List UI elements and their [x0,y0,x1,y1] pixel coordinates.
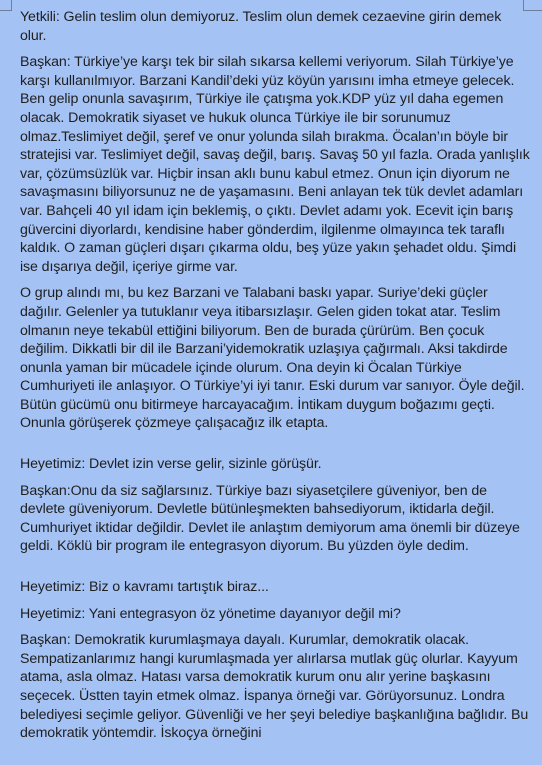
blank-line [20,441,530,455]
paragraph-baskan-1: Başkan: Türkiye’ye karşı tek bir silah sıkarsa kellemi veriyorum. Silah Türkiye’ye karşı kullanılmıyor. Barzani Kandil’deki yüz köyün yarısını imha etmeye gelecek. Ben gelip onunla savaşırım, Türkiye ile çatışma yok.KDP yüz yıl daha egemen olacak. Demokratik siyaset ve hukuk olunca Türkiye ile bir sorunumuz olmaz.Teslimiyet değil, şeref ve onur yolunda silah bırakma. Öcalan’ın böyle bir stratejisi var. Teslimiyet değil, savaş değil, barış. Savaş 50 yıl fazla. Orada yanlışlık var, çözümsüzlük var. Hiçbir insan aklı bunu kabul etmez. Onun için diyorum ne savaşmasını biliyorsunuz ne de yaşamasını. Beni anlayan tek tük devlet adamları var. Bahçeli 40 yıl idam için beklemiş, o çıktı. Devlet adamı yok. Ecevit için barış güvercini diyorlardı, kendisine haber gönderdim, ilgilenme olmayınca tek taraflı kaldık. O zaman güçleri dışarı çıkarma oldu, beş yüze yakın şehadet oldu. Şimdi ise dışarıya değil, içeriye girme var. [20,54,530,275]
paragraph-yetkili: Yetkili: Gelin teslim olun demiyoruz. Teslim olun demek cezaevine girin demek olur. [20,9,502,44]
paragraph-heyet-2: Heyetimiz: Biz o kavramı tartıştık biraz... [20,579,269,596]
page-corner-mark-left [0,0,12,11]
paragraph-heyet-1: Heyetimiz: Devlet izin verse gelir, sizinle görüşür. [20,456,322,473]
document-body [20,8,530,751]
paragraph-heyet-3: Heyetimiz: Yani entegrasyon öz yönetime dayanıyor değil mi? [20,605,401,622]
paragraph-baskan-2: Başkan:Onu da siz sağlarsınız. Türkiye bazı siyasetçilere güveniyor, ben de devlete güveniyorum. Devletle bütünleşmekten bahsediyorum, iktidarla değil. Cumhuriyet iktidar değildir. Devlet ile anlaştım demiyorum ama önemli bir düzeye geldi. Köklü bir program ile entegrasyon diyorum. Bu yüzden öyle dedim. [20,482,520,555]
paragraph-grup: O grup alındı mı, bu kez Barzani ve Talabani baskı yapar. Suriye’deki güçler dağılır. Gelenler ya tutuklanır veya itibarsızlaşır. Gelen giden tokat atar. Teslim olmanın neye tekabül ettiğini biliyorum. Ben de burada çürürüm. Ben çocuk değilim. Dikkatli bir dil ile Barzani’yidemokratik uzlaşıya çağırmalı. Aksi takdirde onunla yaman bir mücadele içinde olurum. Ona deyin ki Öcalan Türkiye Cumhuriyeti ile anlaşıyor. O Türkiye’yi iyi tanır. Eski durum var sanıyor. Öyle değil. Bütün gücümü onu bitirmeye harcayacağım. İntikam duygum boğazımı geçti. Onunla görüşerek çözmeye çalışacağız ilk etapta. [20,285,525,432]
blank-line [20,564,530,578]
paragraph-baskan-3: Başkan: Demokratik kurumlaşmaya dayalı. Kurumlar, demokratik olacak. Sempatizanlarımız hangi kurumlaşmada yer alırlarsa mutlak güç olurlar. Kayyum atama, asla olmaz. Hatası varsa demokratik kurum onu alır yerine başkasını seçecek. Üstten tayin etmek olmaz. İspanya örneği var. Görüyorsunuz. Londra belediyesi seçimle geliyor. Güvenliği ve her şeyi belediye başkanlığına bağlıdır. Bu demokratik yöntemdir. İskoçya örneğini [20,632,529,742]
